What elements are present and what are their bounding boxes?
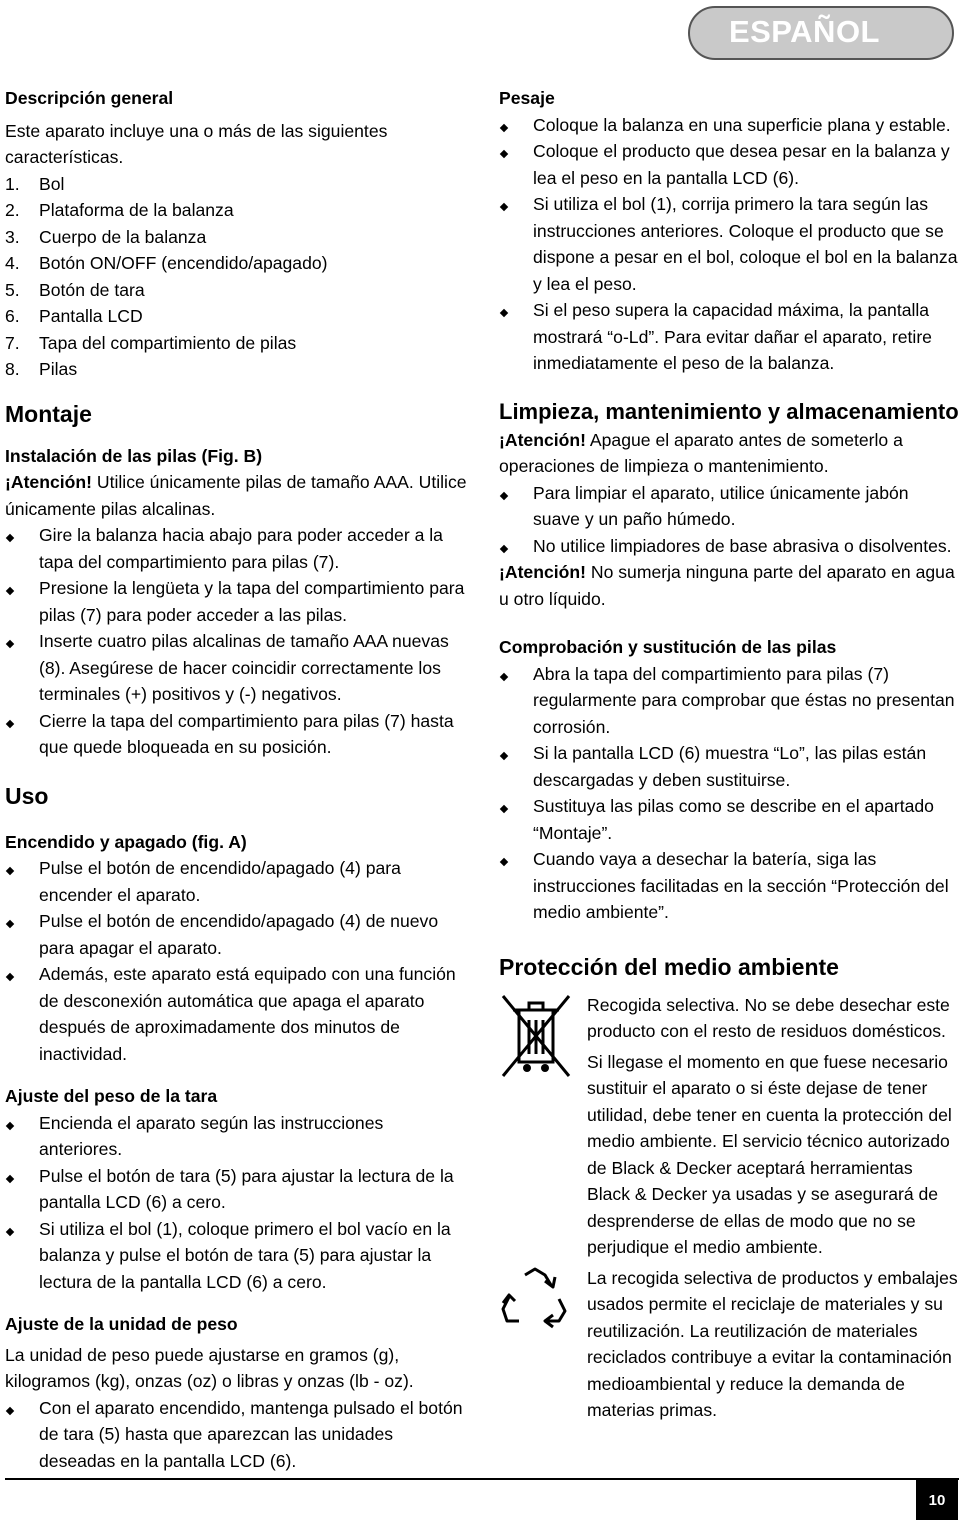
warning-text: Apague el aparato antes de someterlo a operaciones de limpieza o mantenimiento. xyxy=(499,429,903,476)
bullet-item: Si utiliza el bol (1), corrija primero la tara según las instrucciones anteriores. Coloque el producto que se dispone a pesar en el bol, coloque el bol en la balanza y lea el peso. xyxy=(499,191,959,297)
bullet-item: Además, este aparato está equipado con una función de desconexión automática que apaga el aparato después de aproximadamente dos minutos de inactividad. xyxy=(5,961,467,1067)
instalacion-heading: Instalación de las pilas (Fig. B) xyxy=(5,445,263,466)
comprobacion-heading: Comprobación y sustitución de las pilas xyxy=(499,637,837,657)
bullet-item: Pulse el botón de encendido/apagado (4) de nuevo para apagar el aparato. xyxy=(5,908,467,961)
recogida-selectiva-block xyxy=(499,992,959,1261)
item-text: Plataforma de la balanza xyxy=(39,200,234,220)
item-text: Pilas xyxy=(39,359,78,379)
item-number: 1. xyxy=(5,173,20,194)
bullet-item: No utilice limpiadores de base abrasiva o disolventes. xyxy=(499,533,959,560)
bullet-item: Cuando vaya a desechar la batería, siga las instrucciones facilitadas en la sección “Protección del medio ambiente”. xyxy=(499,846,959,926)
bullet-item: Coloque el producto que desea pesar en la balanza y lea el peso en la pantalla LCD (6). xyxy=(499,138,959,191)
item-number: 5. xyxy=(5,279,20,300)
crossed-bin-icon xyxy=(499,992,587,1261)
item-number: 8. xyxy=(5,359,20,379)
encendido-bullets xyxy=(5,855,467,1067)
bullet-item: Abra la tapa del compartimiento para pilas (7) regularmente para comprobar que éstas no presentan corrosión. xyxy=(499,661,959,741)
item-text: Tapa del compartimiento de pilas xyxy=(39,332,297,353)
bullet-item: Inserte cuatro pilas alcalinas de tamaño AAA nuevas (8). Asegúrese de hacer coincidir correctamente los terminales (+) positivos y (-) negativos. xyxy=(5,628,467,708)
warning-text: Utilice únicamente pilas de tamaño AAA. Utilice únicamente pilas alcalinas. xyxy=(5,472,467,519)
unidad-intro: La unidad de peso puede ajustarse en gramos (g), kilogramos (kg), onzas (oz) o libras y onzas (lb - oz). xyxy=(5,1344,414,1391)
right-column xyxy=(499,85,959,1424)
warning-label: ¡Atención! xyxy=(5,472,92,492)
warning-label: ¡Atención! xyxy=(499,562,586,582)
unidad-heading: Ajuste de la unidad de peso xyxy=(5,1314,238,1334)
reciclaje-block xyxy=(499,1265,959,1424)
tara-heading: Ajuste del peso de la tara xyxy=(5,1086,218,1106)
list-item xyxy=(5,224,467,251)
limpieza-bullets xyxy=(499,480,959,560)
pesaje-bullets xyxy=(499,112,959,377)
bullet-item: Para limpiar el aparato, utilice únicamente jabón suave y un paño húmedo. xyxy=(499,480,959,533)
list-item xyxy=(5,303,467,330)
item-number: 6. xyxy=(5,306,20,326)
encendido-heading: Encendido y apagado (fig. A) xyxy=(5,831,247,852)
bullet-item: Encienda el aparato según las instrucciones anteriores. xyxy=(5,1110,467,1163)
descripcion-heading: Descripción general xyxy=(5,88,174,108)
bullet-item: Gire la balanza hacia abajo para poder acceder a la tapa del compartimiento para pilas (7). xyxy=(5,522,467,575)
bullet-item: Pulse el botón de tara (5) para ajustar la lectura de la pantalla LCD (6) a cero. xyxy=(5,1163,467,1216)
item-number: 3. xyxy=(5,226,20,247)
list-item xyxy=(5,356,467,383)
item-number: 2. xyxy=(5,200,20,220)
pesaje-heading: Pesaje xyxy=(499,88,555,108)
item-number: 7. xyxy=(5,332,20,353)
recycle-icon xyxy=(499,1265,587,1424)
item-text: Bol xyxy=(39,173,65,194)
bullet-item: Si utiliza el bol (1), coloque primero el bol vacío en la balanza y pulse el botón de tara (5) para ajustar la lectura de la pantalla LCD (6) a cero. xyxy=(5,1216,467,1296)
montaje-bullets xyxy=(5,522,467,761)
descripcion-intro: Este aparato incluye una o más de las siguientes características. xyxy=(5,120,388,167)
bullet-item: Coloque la balanza en una superficie plana y estable. xyxy=(499,112,959,139)
tara-bullets xyxy=(5,1110,467,1296)
footer-rule xyxy=(5,1478,959,1480)
bullet-item: Presione la lengüeta y la tapa del compartimiento para pilas (7) para poder acceder a las pilas. xyxy=(5,575,467,628)
limpieza-warning-1 xyxy=(499,427,959,480)
montaje-warning xyxy=(5,469,467,522)
bullet-item: Si el peso supera la capacidad máxima, la pantalla mostrará “o-Ld”. Para evitar dañar el aparato, retire inmediatamente el peso de la balanza. xyxy=(499,297,959,377)
unidad-bullets xyxy=(5,1395,467,1475)
uso-heading: Uso xyxy=(5,782,49,809)
list-item xyxy=(5,197,467,224)
proteccion-heading: Protección del medio ambiente xyxy=(499,953,839,980)
bullet-item: Con el aparato encendido, mantenga pulsado el botón de tara (5) hasta que aparezcan las unidades deseadas en la pantalla LCD (6). xyxy=(5,1395,467,1475)
page-number: 10 xyxy=(916,1480,958,1520)
list-item xyxy=(5,277,467,304)
item-number: 4. xyxy=(5,253,20,273)
warning-label: ¡Atención! xyxy=(499,429,586,450)
comprobacion-bullets xyxy=(499,661,959,926)
list-item xyxy=(5,250,467,277)
features-list xyxy=(5,171,467,383)
language-tab xyxy=(688,6,954,60)
item-text: Pantalla LCD xyxy=(39,306,143,326)
proteccion-p3: La recogida selectiva de productos y embalajes usados permite el reciclaje de materiales y su reutilización. La reutilización de materiales reciclados contribuye a evitar la contaminación medioambiental y reduce la demanda de materias primas. xyxy=(587,1267,958,1420)
list-item xyxy=(5,330,467,357)
limpieza-heading: Limpieza, mantenimiento y almacenamiento xyxy=(499,398,959,424)
item-text: Botón ON/OFF (encendido/apagado) xyxy=(39,253,328,273)
warning-text: No sumerja ninguna parte del aparato en agua u otro líquido. xyxy=(499,562,955,609)
proteccion-p1: Recogida selectiva. No se debe desechar este producto con el resto de residuos domésticos. xyxy=(587,994,950,1041)
bullet-item: Cierre la tapa del compartimiento para pilas (7) hasta que quede bloqueada en su posición. xyxy=(5,708,467,761)
item-text: Botón de tara xyxy=(39,279,145,300)
item-text: Cuerpo de la balanza xyxy=(39,226,207,247)
montaje-heading: Montaje xyxy=(5,400,92,427)
list-item xyxy=(5,171,467,198)
left-column xyxy=(5,85,467,1474)
bullet-item: Pulse el botón de encendido/apagado (4) para encender el aparato. xyxy=(5,855,467,908)
bullet-item: Si la pantalla LCD (6) muestra “Lo”, las pilas están descargadas y deben sustituirse. xyxy=(499,740,959,793)
bullet-item: Sustituya las pilas como se describe en el apartado “Montaje”. xyxy=(499,793,959,846)
language-tab-label: ESPAÑOL xyxy=(728,14,880,49)
limpieza-warning-2 xyxy=(499,559,959,612)
proteccion-p2: Si llegase el momento en que fuese necesario sustituir el aparato o si éste dejase de tener utilidad, debe tener en cuenta la protección del medio ambiente. El servicio técnico autorizado de Black & Decker aceptará herramientas Black & Decker ya usadas y se asegurará de desprenderse de ellas de modo que no se perjudique el medio ambiente. xyxy=(587,1051,952,1257)
